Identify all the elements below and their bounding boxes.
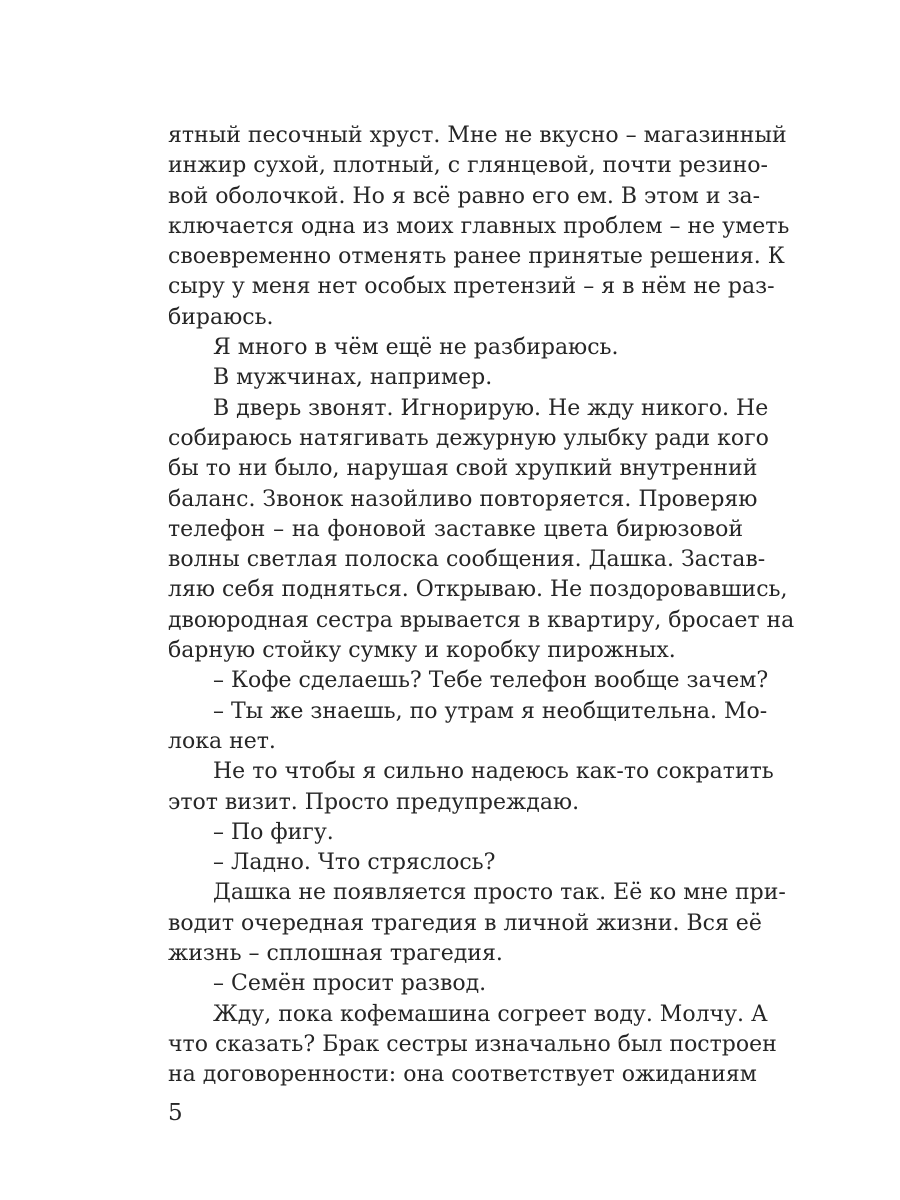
text-line: этот визит. Просто предупреждаю. bbox=[168, 789, 580, 815]
text-line: инжир сухой, плотный, с глянцевой, почти резино- bbox=[168, 153, 768, 179]
text-line: В дверь звонят. Игнорирую. Не жду никого. Не bbox=[213, 395, 769, 421]
text-line: ключается одна из моих главных проблем – не уметь bbox=[168, 213, 790, 239]
text-line: волны светлая полоска сообщения. Дашка. Застав- bbox=[168, 547, 766, 573]
text-line: Я много в чём ещё не разбираюсь. bbox=[213, 335, 619, 361]
text-line: на договоренности: она соответствует ожиданиям bbox=[168, 1062, 757, 1088]
text-line: Жду, пока кофемашина согреет воду. Молчу. А bbox=[213, 1001, 768, 1027]
text-line: барную стойку сумку и коробку пирожных. bbox=[168, 638, 676, 664]
text-line: – По фигу. bbox=[213, 819, 334, 845]
text-line: вой оболочкой. Но я всё равно его ем. В этом и за- bbox=[168, 183, 761, 209]
text-line: ятный песочный хруст. Мне не вкусно – магазинный bbox=[168, 123, 787, 148]
text-line: жизнь – сплошная трагедия. bbox=[168, 941, 503, 967]
text-line: – Семён просит развод. bbox=[213, 971, 487, 997]
text-line: что сказать? Брак сестры изначально был построен bbox=[168, 1031, 777, 1057]
text-line: – Ты же знаешь, по утрам я необщительна. Мо- bbox=[213, 698, 768, 724]
text-line: лока нет. bbox=[168, 728, 276, 754]
text-line: В мужчинах, например. bbox=[213, 365, 493, 391]
text-line: телефон – на фоновой заставке цвета бирюзовой bbox=[168, 516, 743, 542]
text-line: Не то чтобы я сильно надеюсь как-то сократить bbox=[213, 759, 774, 785]
body-text bbox=[168, 121, 795, 1091]
text-line: собираюсь натягивать дежурную улыбку ради кого bbox=[168, 425, 769, 451]
text-line: сыру у меня нет особых претензий – я в нём не раз- bbox=[168, 274, 775, 300]
text-line: бы то ни было, нарушая свой хрупкий внутренний bbox=[168, 456, 758, 482]
text-line: ляю себя подняться. Открываю. Не поздоровавшись, bbox=[168, 577, 788, 603]
text-line: Дашка не появляется просто так. Её ко мне при- bbox=[213, 880, 786, 906]
text-line: бираюсь. bbox=[168, 304, 274, 330]
text-line: баланс. Звонок назойливо повторяется. Проверяю bbox=[168, 486, 758, 512]
text-line: своевременно отменять ранее принятые решения. К bbox=[168, 244, 785, 270]
page-number: 5 bbox=[168, 1100, 183, 1126]
text-line: водит очередная трагедия в личной жизни. Вся её bbox=[168, 910, 762, 936]
text-line: двоюродная сестра врывается в квартиру, бросает на bbox=[168, 607, 795, 633]
text-line: – Ладно. Что стряслось? bbox=[213, 850, 496, 876]
text-line: – Кофе сделаешь? Тебе телефон вообще зачем? bbox=[213, 668, 769, 694]
